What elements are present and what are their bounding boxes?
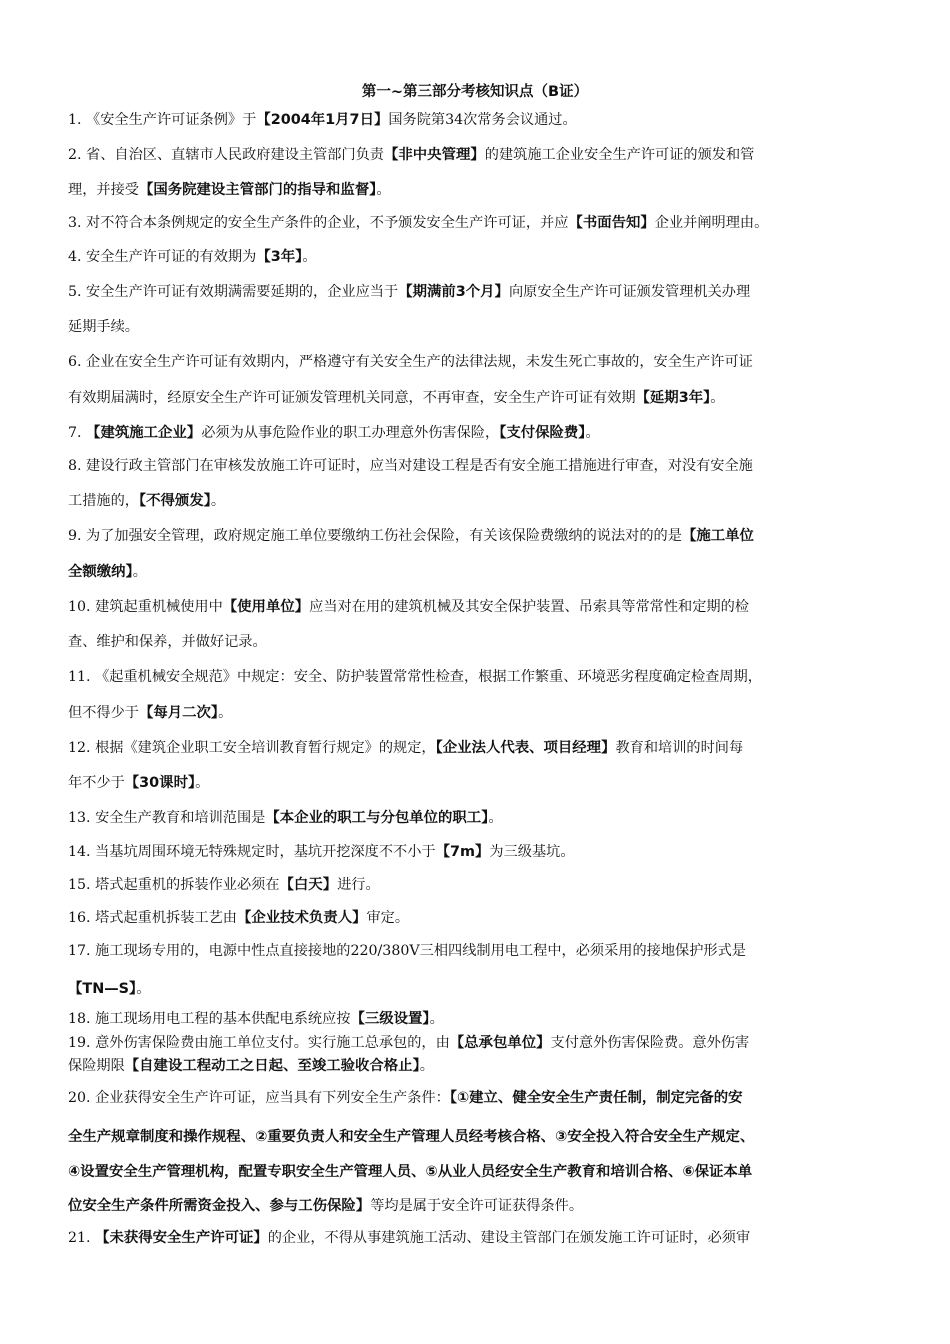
text-segment: 国务院第34次常务会议通过。 [388, 112, 577, 128]
text-line [68, 1056, 888, 1076]
text-line [68, 1228, 888, 1248]
text-line [68, 738, 888, 758]
text-segment: 。 [376, 182, 391, 198]
text-segment: 延期手续。 [68, 319, 139, 335]
highlighted-answer: 位安全生产条件所需资金投入、参与工伤保险】 [68, 1198, 371, 1214]
text-line [68, 1162, 888, 1182]
highlighted-answer: 【本企业的职工与分包单位的职工】 [265, 810, 489, 826]
text-line [68, 667, 888, 687]
text-line [68, 423, 888, 443]
highlighted-answer: 【7m】 [435, 844, 490, 860]
highlighted-answer: 【支付保险费】 [499, 425, 586, 441]
highlighted-answer: 【3年】 [256, 249, 303, 265]
highlighted-answer: 【30课时】 [124, 775, 196, 791]
text-segment: 。 [710, 390, 725, 406]
text-segment: 11. 《起重机械安全规范》中规定：安全、防护装置常常性检查，根据工作繁重、环境恶劣程度确定检查周期， [68, 669, 762, 685]
highlighted-answer: 全生产规章制度和操作规程、②重要负责人和安全生产管理人员经考核合格、③安全投入符合安全生产规定、 [68, 1129, 755, 1145]
text-line [68, 491, 888, 511]
text-line [68, 773, 888, 793]
highlighted-answer: 【建筑施工企业】 [86, 425, 202, 441]
text-segment: 进行。 [337, 877, 380, 893]
text-segment: 保险期限 [68, 1058, 125, 1074]
text-segment: 5. 安全生产许可证有效期满需要延期的，企业应当于 [68, 284, 399, 300]
text-segment: 但不得少于 [68, 705, 139, 721]
highlighted-answer: 【每月二次】 [138, 705, 219, 721]
text-segment: 向原安全生产许可证颁发管理机关办理 [508, 284, 751, 300]
text-segment: 年不少于 [68, 775, 125, 791]
text-segment: 9. 为了加强安全管理，政府规定施工单位要缴纳工伤社会保险，有关该保险费缴纳的说法对的的是 [68, 528, 682, 544]
highlighted-answer: 【2004年1月7日】 [256, 112, 389, 128]
text-segment: 。 [136, 981, 151, 997]
highlighted-answer: 【三级设置】 [350, 1011, 430, 1027]
text-segment: 1. 《安全生产许可证条例》于 [68, 112, 257, 128]
text-segment: 支付意外伤害保险费。意外伤害 [550, 1035, 750, 1051]
text-line [68, 352, 888, 372]
text-line [68, 1196, 888, 1216]
text-segment: 。 [429, 1011, 444, 1027]
page-title: 第一~第三部分考核知识点（B证） [361, 84, 589, 100]
text-segment: 17. 施工现场专用的，电源中性点直接接地的220/380V三相四线制用电工程中，必须采用的接地保护形式是 [68, 943, 746, 959]
highlighted-answer: 【未获得安全生产许可证】 [95, 1230, 268, 1246]
highlighted-answer: 【企业法人代表、项目经理】 [435, 740, 616, 756]
text-segment: 15. 塔式起重机的拆装作业必须在 [68, 877, 280, 893]
text-line [68, 247, 888, 267]
text-segment: 20. 企业获得安全生产许可证，应当具有下列安全生产条件： [68, 1090, 450, 1106]
text-line [68, 110, 888, 130]
text-line [68, 1009, 888, 1029]
text-segment: 6. 企业在安全生产许可证有效期内，严格遵守有关安全生产的法律法规，未发生死亡事故的，安全生产许可证 [68, 354, 753, 370]
text-segment: 审定。 [366, 910, 410, 926]
text-segment: 7. [68, 425, 87, 441]
text-segment: 为三级基坑。 [489, 844, 575, 860]
text-line [68, 808, 888, 828]
text-segment: 的企业，不得从事建筑施工活动、建设主管部门在颁发施工许可证时，必须审 [267, 1230, 751, 1246]
text-segment: 有效期届满时，经原安全生产许可证颁发管理机关同意，不再审查，安全生产许可证有效期 [68, 390, 636, 406]
highlighted-answer: 【使用单位】 [222, 599, 310, 615]
text-line [68, 597, 888, 617]
text-segment: 2. 省、自治区、直辖市人民政府建设主管部门负责 [68, 147, 384, 163]
text-segment: 19. 意外伤害保险费由施工单位支付。实行施工总承包的，由 [68, 1035, 450, 1051]
text-segment: 。 [488, 810, 503, 826]
text-segment: 16. 塔式起重机拆装工艺由 [68, 910, 237, 926]
text-segment: 教育和培训的时间每 [615, 740, 744, 756]
text-line [68, 941, 888, 961]
highlighted-answer: 【国务院建设主管部门的指导和监督】 [138, 182, 377, 198]
highlighted-answer: 【白天】 [279, 877, 338, 893]
text-segment: 理，并接受 [68, 182, 139, 198]
text-line [68, 180, 888, 200]
text-segment: 企业并阐明理由。 [654, 215, 769, 231]
text-segment: 10. 建筑起重机械使用中 [68, 599, 223, 615]
highlighted-answer: 【延期3年】 [635, 390, 711, 406]
highlighted-answer: 【书面告知】 [568, 215, 655, 231]
text-line [68, 282, 888, 302]
text-segment: 14. 当基坑周围环境无特殊规定时，基坑开挖深度不不小于 [68, 844, 436, 860]
text-line [68, 213, 888, 233]
highlighted-answer: 【施工单位 [681, 528, 754, 544]
text-line [68, 1127, 888, 1147]
text-segment: 。 [210, 493, 226, 509]
text-line [68, 842, 888, 862]
text-segment: 3. 对不符合本条例规定的安全生产条件的企业，不予颁发安全生产许可证，并应 [68, 215, 569, 231]
highlighted-answer: 【企业技术负责人】 [236, 910, 367, 926]
text-segment: 工措施的， [68, 493, 139, 509]
text-segment: 。 [132, 564, 147, 580]
text-segment: 。 [585, 425, 600, 441]
text-segment: 的建筑施工企业安全生产许可证的颁发和管 [484, 147, 755, 163]
text-line [68, 562, 888, 582]
text-segment: 。 [195, 775, 210, 791]
text-line [68, 703, 888, 723]
text-line [68, 456, 888, 476]
text-segment: 必须为从事危险作业的职工办理意外伤害保险， [201, 425, 500, 441]
text-segment: 4. 安全生产许可证的有效期为 [68, 249, 257, 265]
text-line [68, 1033, 888, 1053]
text-line [68, 632, 888, 652]
text-line [68, 526, 888, 546]
text-segment: 。 [218, 705, 233, 721]
highlighted-answer: 【不得颁发】 [138, 493, 211, 509]
highlighted-answer: 【①建立、健全安全生产责任制，制定完备的安 [449, 1090, 743, 1106]
text-line [68, 145, 888, 165]
text-segment: 18. 施工现场用电工程的基本供配电系统应按 [68, 1011, 351, 1027]
text-segment: 应当对在用的建筑机械及其安全保护装置、吊索具等常常性和定期的检 [309, 599, 749, 615]
highlighted-answer: 【自建设工程动工之日起、至竣工验收合格止】 [124, 1058, 420, 1074]
text-segment: 21. [68, 1230, 96, 1246]
text-segment: 。 [419, 1058, 434, 1074]
text-line [68, 908, 888, 928]
text-segment: 查、维护和保养，并做好记录。 [68, 634, 267, 650]
highlighted-answer: 全额缴纳】 [68, 564, 133, 580]
text-line [68, 979, 888, 999]
text-segment: 13. 安全生产教育和培训范围是 [68, 810, 266, 826]
highlighted-answer: ④设置安全生产管理机构，配置专职安全生产管理人员、⑤从业人员经安全生产教育和培训合格、⑥保证本单 [68, 1164, 753, 1180]
text-segment: 。 [302, 249, 317, 265]
text-line [68, 1088, 888, 1108]
text-line [68, 317, 888, 337]
text-line [68, 875, 888, 895]
highlighted-answer: 【TN—S】 [68, 981, 137, 997]
highlighted-answer: 【期满前3个月】 [398, 284, 509, 300]
highlighted-answer: 【总承包单位】 [449, 1035, 551, 1051]
text-segment: 8. 建设行政主管部门在审核发放施工许可证时，应当对建设工程是否有安全施工措施进行审查，对没有安全施 [68, 458, 753, 474]
text-segment: 12. 根据《建筑企业职工安全培训教育暂行规定》的规定， [68, 740, 436, 756]
highlighted-answer: 【非中央管理】 [384, 147, 485, 163]
text-line [68, 388, 888, 408]
text-segment: 等均是属于安全许可证获得条件。 [370, 1198, 584, 1214]
